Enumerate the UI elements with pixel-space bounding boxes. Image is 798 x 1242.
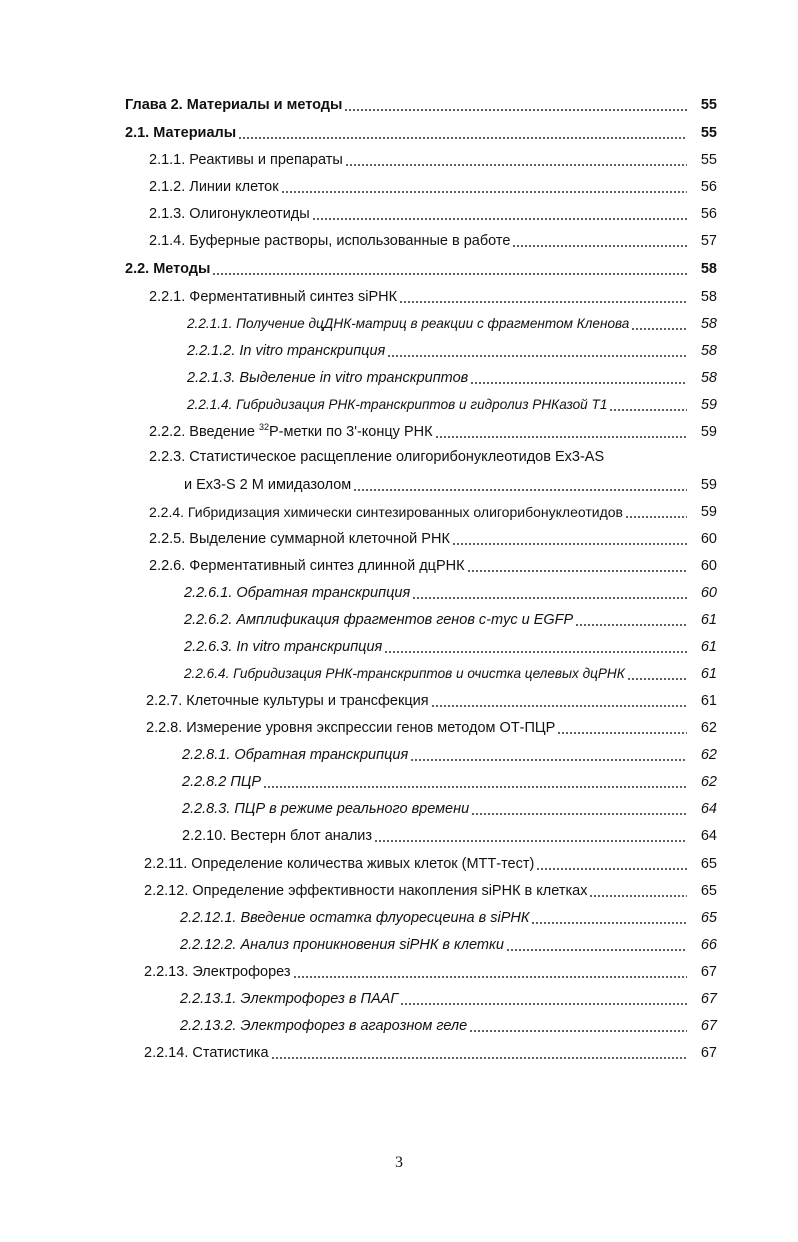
toc-entry-title: 2.2.7. Клеточные культуры и трансфекция [146,693,429,709]
toc-entry-title: 2.1.4. Буферные растворы, использованные в работе [149,233,511,249]
toc-entry-2-1-1[interactable] [149,147,717,169]
dot-leader [470,382,687,384]
toc-entry-2-2-3-line1[interactable]: 2.2.3. Статистическое расщепление олигорибонуклеотидов Ex3-AS [149,449,605,465]
toc-entry-2-2-6-3[interactable] [184,634,717,656]
toc-entry-page: 62 [700,720,717,736]
toc-entry-page: 56 [700,206,717,222]
toc-entry-page: 55 [700,125,717,141]
dot-leader [431,705,687,707]
toc-entry-page: 61 [700,612,717,628]
dot-leader [293,976,687,978]
dot-leader [271,1057,687,1059]
toc-entry-2-2-4[interactable] [149,499,717,521]
toc-entry-2-2-8[interactable] [146,715,717,737]
page-number: 3 [395,1154,403,1171]
toc-entry-title: 2.2.6.3. In vitro транскрипция [184,639,383,655]
toc-entry-2-2-13[interactable] [144,959,717,981]
toc-entry-title: 2.2.1.4. Гибридизация РНК-транскриптов и гидролиз РНКазой Т1 [187,397,608,412]
toc-entry-2-2-1[interactable] [149,284,717,306]
toc-entry-2-2-8-1[interactable] [182,742,717,764]
dot-leader [353,489,687,491]
toc-entry-2-2-14[interactable] [144,1040,717,1062]
toc-entry-page: 55 [700,97,717,113]
toc-entry-2-2-8-2[interactable] [182,769,717,791]
toc-entry-page: 58 [700,343,717,359]
dot-leader [557,732,687,734]
toc-entry-title: 2.2.1. Ферментативный синтез siРНК [149,289,398,305]
dot-leader [412,597,687,599]
toc-entry-page: 59 [700,504,717,520]
toc-entry-page: 60 [700,585,717,601]
dot-leader [263,786,687,788]
toc-entry-2-2-6[interactable] [149,553,717,575]
toc-entry-title-part: Р-метки по 3'-концу РНК [269,424,433,440]
toc-entry-page: 58 [700,289,717,305]
toc-entry-page: 58 [700,316,717,332]
toc-entry-title: 2.2.10. Вестерн блот анализ [182,828,373,844]
toc-entry-2-2-5[interactable] [149,526,717,548]
toc-entry-page: 64 [700,801,717,817]
toc-entry-2-2-1-2[interactable] [187,338,717,360]
dot-leader [531,922,687,924]
toc-entry-2-1-4[interactable] [149,228,717,250]
toc-entry-title [149,423,433,441]
toc-entry-title: 2.1. Материалы [125,125,237,141]
toc-entry-2-2-8-3[interactable] [182,796,717,818]
toc-entry-page: 57 [700,233,717,249]
toc-entry-title: 2.2.12. Определение эффективности накопления siРНК в клетках [144,883,588,899]
toc-entry-page: 66 [700,937,717,953]
toc-entry-title: 2.2.8.1. Обратная транскрипция [182,747,409,763]
isotope-superscript: 32 [259,422,270,433]
toc-entry-page: 59 [700,477,717,493]
toc-entry-title: 2.2.6. Ферментативный синтез длинной дцРНК [149,558,465,574]
toc-entry-2-2-12[interactable] [144,878,717,900]
toc-entry-title: 2.2.1.2. In vitro транскрипция [187,343,386,359]
dot-leader [469,1030,687,1032]
toc-entry-title: 2.2.12.1. Введение остатка флуоресцеина в siРНК [180,910,530,926]
toc-entry-title: 2.2.6.1. Обратная транскрипция [184,585,411,601]
toc-entry-page: 61 [700,666,717,682]
toc-entry-2-2-11[interactable] [144,851,717,873]
dot-leader [344,109,687,111]
toc-entry-2-2-12-1[interactable] [180,905,717,927]
dot-leader [506,949,687,951]
toc-entry-title: 2.2.12.2. Анализ проникновения siРНК в клетки [180,937,504,953]
dot-leader [281,191,687,193]
toc-entry-title-part: 2.2.2. Введение [149,424,259,440]
toc-entry-2-1-2[interactable] [149,174,717,196]
toc-entry-title: 2.2.6.4. Гибридизация РНК-транскриптов и очистка целевых дцРНК [184,666,625,681]
toc-entry-2-2[interactable] [125,256,717,278]
dot-leader [625,516,687,518]
toc-entry-title: 2.2.1.3. Выделение in vitro транскриптов [187,370,469,386]
toc-entry-title: 2.2.8. Измерение уровня экспрессии генов методом ОТ-ПЦР [146,720,556,736]
toc-entry-2-2-2[interactable] [149,419,717,441]
dot-leader [400,1003,687,1005]
dot-leader [452,543,687,545]
toc-entry-2-2-6-1[interactable] [184,580,717,602]
dot-leader [627,678,687,680]
toc-entry-title: 2.2.4. Гибридизация химически синтезированных олигорибонуклеотидов [149,504,623,520]
toc-entry-page: 56 [700,179,717,195]
toc-entry-2-2-1-1[interactable] [187,311,717,333]
dot-leader [435,436,687,438]
toc-entry-page: 64 [700,828,717,844]
toc-entry-chapter-2[interactable] [125,92,717,114]
toc-entry-page: 61 [700,639,717,655]
toc-entry-2-2-3[interactable] [184,472,717,494]
dot-leader [410,759,687,761]
toc-entry-title: 2.2.8.2 ПЦР [182,774,262,790]
dot-leader [384,651,687,653]
dot-leader [212,273,687,275]
toc-entry-title: 2.2. Методы [125,261,211,277]
toc-entry-title: 2.1.3. Олигонуклеотиды [149,206,310,222]
dot-leader [387,355,687,357]
toc-entry-title: 2.2.14. Статистика [144,1045,269,1061]
toc-entry-title: Глава 2. Материалы и методы [125,97,343,113]
dot-leader [467,570,687,572]
toc-entry-title: 2.2.11. Определение количества живых клеток (МТТ-тест) [144,856,535,872]
toc-entry-2-2-1-3[interactable] [187,365,717,387]
toc-entry-title: 2.2.13. Электрофорез [144,964,291,980]
toc-entry-2-2-1-4[interactable] [187,392,717,414]
toc-entry-page: 67 [700,1018,717,1034]
toc-entry-2-2-6-4[interactable] [184,661,717,683]
toc-entry-2-1-3[interactable] [149,201,717,223]
toc-entry-page: 60 [700,558,717,574]
dot-leader [374,840,687,842]
toc-entry-title: 2.2.13.2. Электрофорез в агарозном геле [180,1018,468,1034]
toc-entry-2-2-6-2[interactable] [184,607,717,629]
toc-entry-title: 2.2.1.1. Получение дцДНК-матриц в реакции с фрагментом Кленова [187,316,630,331]
toc-entry-page: 62 [700,774,717,790]
toc-entry-page: 62 [700,747,717,763]
toc-entry-page: 55 [700,152,717,168]
dot-leader [589,895,687,897]
dot-leader [631,328,687,330]
toc-entry-page: 59 [700,397,717,413]
dot-leader [471,813,687,815]
toc-entry-page: 61 [700,693,717,709]
toc-entry-page: 65 [700,910,717,926]
dot-leader [399,301,687,303]
toc-entry-2-2-13-2[interactable] [180,1013,717,1035]
toc-entry-page: 59 [700,424,717,440]
toc-entry-2-1[interactable] [125,120,717,142]
toc-entry-title: 2.2.5. Выделение суммарной клеточной РНК [149,531,450,547]
dot-leader [512,245,687,247]
toc-entry-page: 67 [700,991,717,1007]
toc-entry-page: 58 [700,370,717,386]
toc-entry-2-2-7[interactable] [146,688,717,710]
toc-entry-title: 2.2.6.2. Амплификация фрагментов генов c-myc и EGFP [184,612,574,628]
toc-entry-page: 67 [700,1045,717,1061]
toc-entry-page: 65 [700,856,717,872]
toc-entry-title: 2.1.2. Линии клеток [149,179,279,195]
toc-entry-title: 2.2.13.1. Электрофорез в ПААГ [180,991,399,1007]
dot-leader [536,868,687,870]
dot-leader [575,624,687,626]
toc-entry-2-2-12-2[interactable] [180,932,717,954]
toc-entry-page: 67 [700,964,717,980]
toc-entry-title: 2.1.1. Реактивы и препараты [149,152,343,168]
toc-entry-2-2-13-1[interactable] [180,986,717,1008]
dot-leader [345,164,687,166]
toc-entry-page: 58 [700,261,717,277]
dot-leader [238,137,687,139]
dot-leader [609,409,687,411]
toc-entry-title: и Ex3-S 2 М имидазолом [184,477,352,493]
toc-entry-title: 2.2.8.3. ПЦР в режиме реального времени [182,801,470,817]
toc-entry-page: 65 [700,883,717,899]
toc-entry-2-2-10[interactable] [182,823,717,845]
dot-leader [312,218,687,220]
toc-entry-page: 60 [700,531,717,547]
